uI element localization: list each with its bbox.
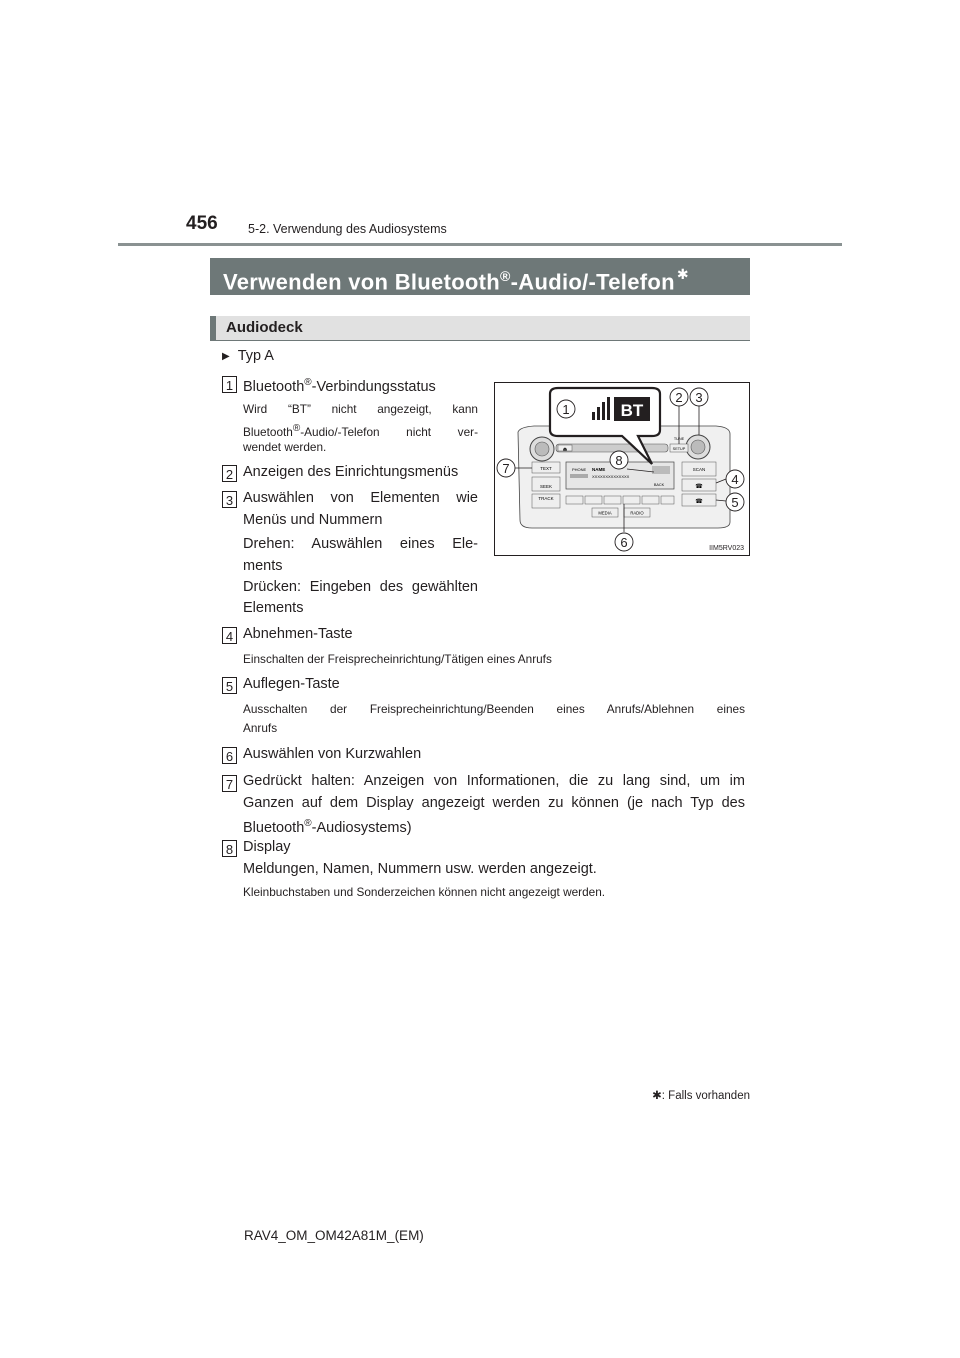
item-1-note-line-3: wendet werden. [243,440,327,454]
display-icon [570,474,588,478]
item-3-line-6: Elements [243,600,304,616]
item-1-heading: Bluetooth®-Verbindungsstatus [243,377,436,395]
preset-buttons [566,496,674,504]
item-8-line-2: Meldungen, Namen, Nummern usw. werden angezeigt. [243,861,597,877]
svg-text:1: 1 [562,402,570,417]
document-code: RAV4_OM_OM42A81M_(EM) [244,1228,424,1243]
item-number-8: 8 [222,840,237,857]
svg-text:SEEK: SEEK [539,484,553,489]
item-6-text: Auswählen von Kurzwahlen [243,746,422,762]
item-3-line-1: Auswählen von Elementen wie [243,490,478,506]
svg-text:8: 8 [615,453,623,468]
item-2-text: Anzeigen des Einrichtungsmenüs [243,464,459,480]
item-number-2: 2 [222,465,237,482]
hang-up-icon: ☎ [695,499,703,505]
triangle-bullet-icon: ▶ [222,351,230,362]
header-divider [118,243,842,246]
svg-text:NAME: NAME [592,467,606,472]
svg-text:5: 5 [731,495,739,510]
display-indicator [652,466,670,474]
figure-code: IIM5RV023 [709,545,744,552]
item-number-4: 4 [222,627,237,644]
svg-text:BACK: BACK [653,483,665,487]
svg-text:4: 4 [731,472,739,487]
svg-text:⏏: ⏏ [562,446,568,453]
item-number-1: 1 [222,376,237,393]
disc-slot [556,444,668,452]
item-7-line-3: Bluetooth®-Audiosystems) [243,818,412,836]
svg-text:7: 7 [502,461,510,476]
footnote-star-icon: ✱ [676,266,689,283]
section-reference: 5-2. Verwendung des Audiosystems [248,222,447,236]
item-3-line-2: Menüs und Nummern [243,512,383,528]
item-3-line-3: Drehen: Auswählen eines Ele- [243,536,478,552]
svg-text:TRACK: TRACK [538,496,554,501]
item-3-line-5: Drücken: Eingeben des gewählten [243,579,478,595]
item-7-line-1: Gedrückt halten: Anzeigen von Informationen, die zu lang sind, um im [243,773,745,789]
item-number-3: 3 [222,491,237,508]
audio-deck-figure [494,382,750,556]
item-4-note: Einschalten der Freisprecheinrichtung/Tätigen eines Anrufs [243,652,552,666]
footnote-star-icon: ✱ [652,1090,662,1102]
item-8-line-1: Display [243,839,291,855]
item-4-text: Abnehmen-Taste [243,626,353,642]
svg-text:MEDIA: MEDIA [598,510,612,516]
pick-up-icon: ☎ [695,484,703,490]
svg-text:BT: BT [620,401,644,420]
item-1-note-line-2: Bluetooth®-Audio/-Telefon nicht ver- [243,423,478,439]
svg-text:2: 2 [675,390,683,405]
item-5-text: Auflegen-Taste [243,676,340,692]
svg-text:PHONE: PHONE [572,467,587,472]
subsection-heading: Audiodeck [210,316,750,341]
svg-text:RADIO: RADIO [630,510,644,516]
footnote: ✱: Falls vorhanden [652,1090,750,1102]
page-number: 456 [186,213,218,234]
item-5-note-line-2: Anrufs [243,721,278,735]
svg-text:6: 6 [620,535,628,550]
item-7-line-2: Ganzen auf dem Display angezeigt werden zu können (je nach Typ des [243,795,745,811]
item-number-7: 7 [222,775,237,792]
svg-text:3: 3 [695,390,703,405]
svg-text:SETUP: SETUP [672,447,686,451]
item-number-6: 6 [222,747,237,764]
type-label: ▶ Typ A [222,348,274,364]
item-5-note-line-1: Ausschalten der Freisprecheinrichtung/Beenden eines Anrufs/Ablehnen eines [243,702,745,716]
item-number-5: 5 [222,677,237,694]
item-1-note-line-1: Wird “BT” nicht angezeigt, kann [243,402,478,416]
svg-text:SCAN: SCAN [692,467,706,472]
item-8-note: Kleinbuchstaben und Sonderzeichen können nicht angezeigt werden. [243,885,606,899]
svg-text:TEXT: TEXT [540,466,552,471]
svg-text:TUNE: TUNE [673,437,685,441]
section-title: Verwenden von Bluetooth®-Audio/-Telefon ✱ [210,258,750,295]
item-3-line-4: ments [243,558,283,574]
svg-text:XXXXXXXXXXXXXX: XXXXXXXXXXXXXX [592,474,630,479]
